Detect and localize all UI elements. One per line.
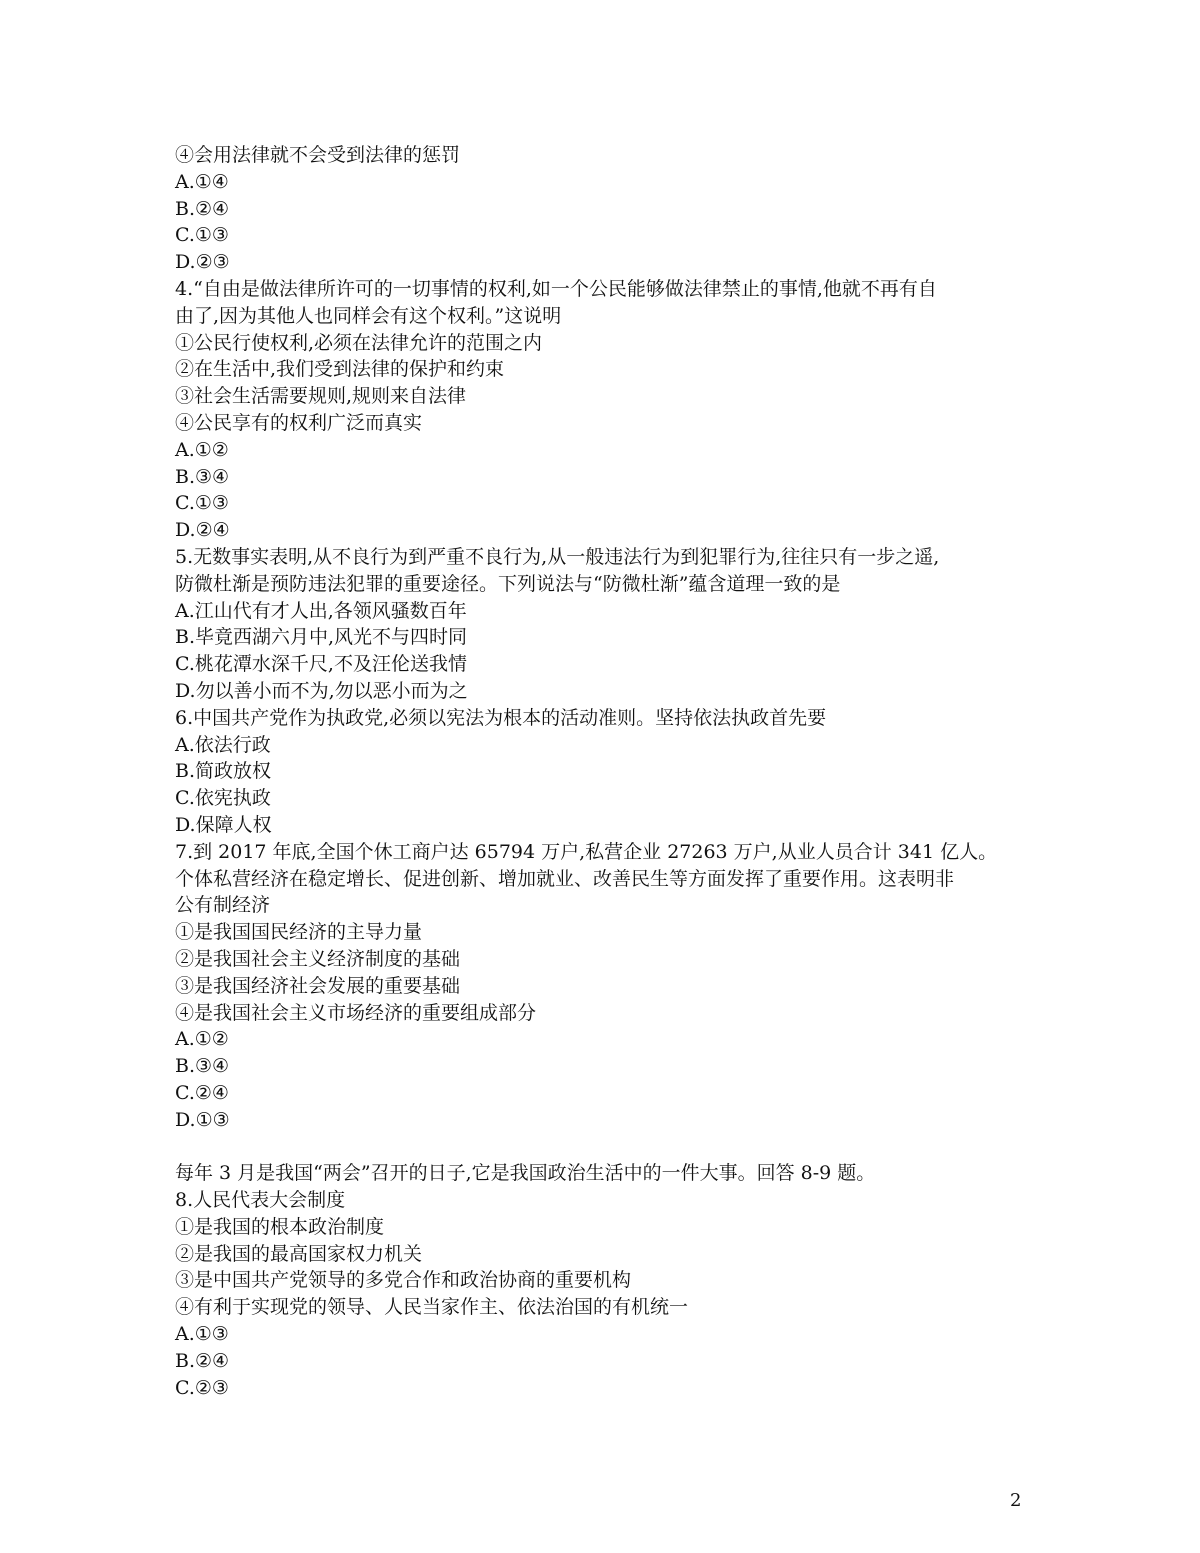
- option-c: C.依宪执政: [175, 787, 271, 810]
- option-b: B.③④: [175, 465, 230, 488]
- question-5-stem: 5.无数事实表明,从不良行为到严重不良行为,从一般违法行为到犯罪行为,往往只有一步之遥,: [175, 545, 940, 568]
- question-4-stem: 4.“自由是做法律所许可的一切事情的权利,如一个公民能够做法律禁止的事情,他就不再有自: [175, 277, 937, 300]
- statement-3: ③社会生活需要规则,规则来自法律: [175, 385, 467, 408]
- statement-3: ③是中国共产党领导的多党合作和政治协商的重要机构: [175, 1269, 632, 1292]
- page-number: 2: [1010, 1490, 1022, 1511]
- option-a: A.依法行政: [175, 733, 271, 756]
- text-line: ④会用法律就不会受到法律的惩罚: [175, 144, 461, 166]
- statement-1: ①是我国的根本政治制度: [175, 1215, 385, 1238]
- option-b: B.简政放权: [175, 760, 272, 783]
- option-c: C.①③: [175, 224, 229, 247]
- statement-2: ②在生活中,我们受到法律的保护和约束: [175, 358, 505, 381]
- blank-line: [175, 1133, 1035, 1160]
- option-a: A.江山代有才人出,各领风骚数百年: [175, 599, 467, 622]
- question-4-stem-cont: 由了,因为其他人也同样会有这个权利。”这说明: [175, 304, 562, 327]
- statement-4: ④公民享有的权利广泛而真实: [175, 411, 423, 434]
- option-c: C.②③: [175, 1376, 229, 1399]
- option-a: A.①②: [175, 438, 229, 461]
- question-5-stem-cont: 防微杜渐是预防违法犯罪的重要途径。下列说法与“防微杜渐”蕴含道理一致的是: [175, 572, 841, 595]
- question-7-stem-cont: 个体私营经济在稳定增长、促进创新、增加就业、改善民生等方面发挥了重要作用。这表明非: [175, 867, 955, 890]
- option-c: C.桃花潭水深千尺,不及汪伦送我情: [175, 653, 467, 676]
- page-content: [175, 142, 1035, 1401]
- option-d: D.①③: [175, 1108, 230, 1131]
- option-b: B.②④: [175, 1349, 230, 1372]
- question-6-stem: 6.中国共产党作为执政党,必须以宪法为根本的活动准则。坚持依法执政首先要: [175, 706, 827, 729]
- question-7-stem: 7.到 2017 年底,全国个休工商户达 65794 万户,私营企业 27263 万户,从业人员合计 341 亿人。: [175, 840, 998, 863]
- statement-4: ④是我国社会主义市场经济的重要组成部分: [175, 1001, 537, 1024]
- group-intro: 每年 3 月是我国“两会”召开的日子,它是我国政治生活中的一件大事。回答 8-9 题。: [175, 1162, 876, 1185]
- option-b: B.毕竟西湖六月中,风光不与四时同: [175, 626, 468, 649]
- question-7-stem-cont: 公有制经济: [175, 894, 271, 917]
- statement-2: ②是我国社会主义经济制度的基础: [175, 947, 461, 970]
- option-d: D.②③: [175, 251, 230, 274]
- option-a: A.①④: [175, 170, 229, 193]
- statement-2: ②是我国的最高国家权力机关: [175, 1242, 423, 1265]
- option-c: C.①③: [175, 492, 229, 515]
- option-c: C.②④: [175, 1081, 229, 1104]
- question-8-stem: 8.人民代表大会制度: [175, 1189, 346, 1212]
- option-d: D.勿以善小而不为,勿以恶小而为之: [175, 679, 468, 702]
- option-d: D.保障人权: [175, 813, 272, 836]
- statement-3: ③是我国经济社会发展的重要基础: [175, 974, 461, 997]
- option-a: A.①③: [175, 1323, 229, 1346]
- option-d: D.②④: [175, 519, 230, 542]
- statement-1: ①公民行使权利,必须在法律允许的范围之内: [175, 331, 543, 354]
- option-a: A.①②: [175, 1028, 229, 1051]
- option-b: B.②④: [175, 197, 230, 220]
- statement-4: ④有利于实现党的领导、人民当家作主、依法治国的有机统一: [175, 1296, 689, 1319]
- option-b: B.③④: [175, 1055, 230, 1078]
- statement-1: ①是我国国民经济的主导力量: [175, 921, 423, 944]
